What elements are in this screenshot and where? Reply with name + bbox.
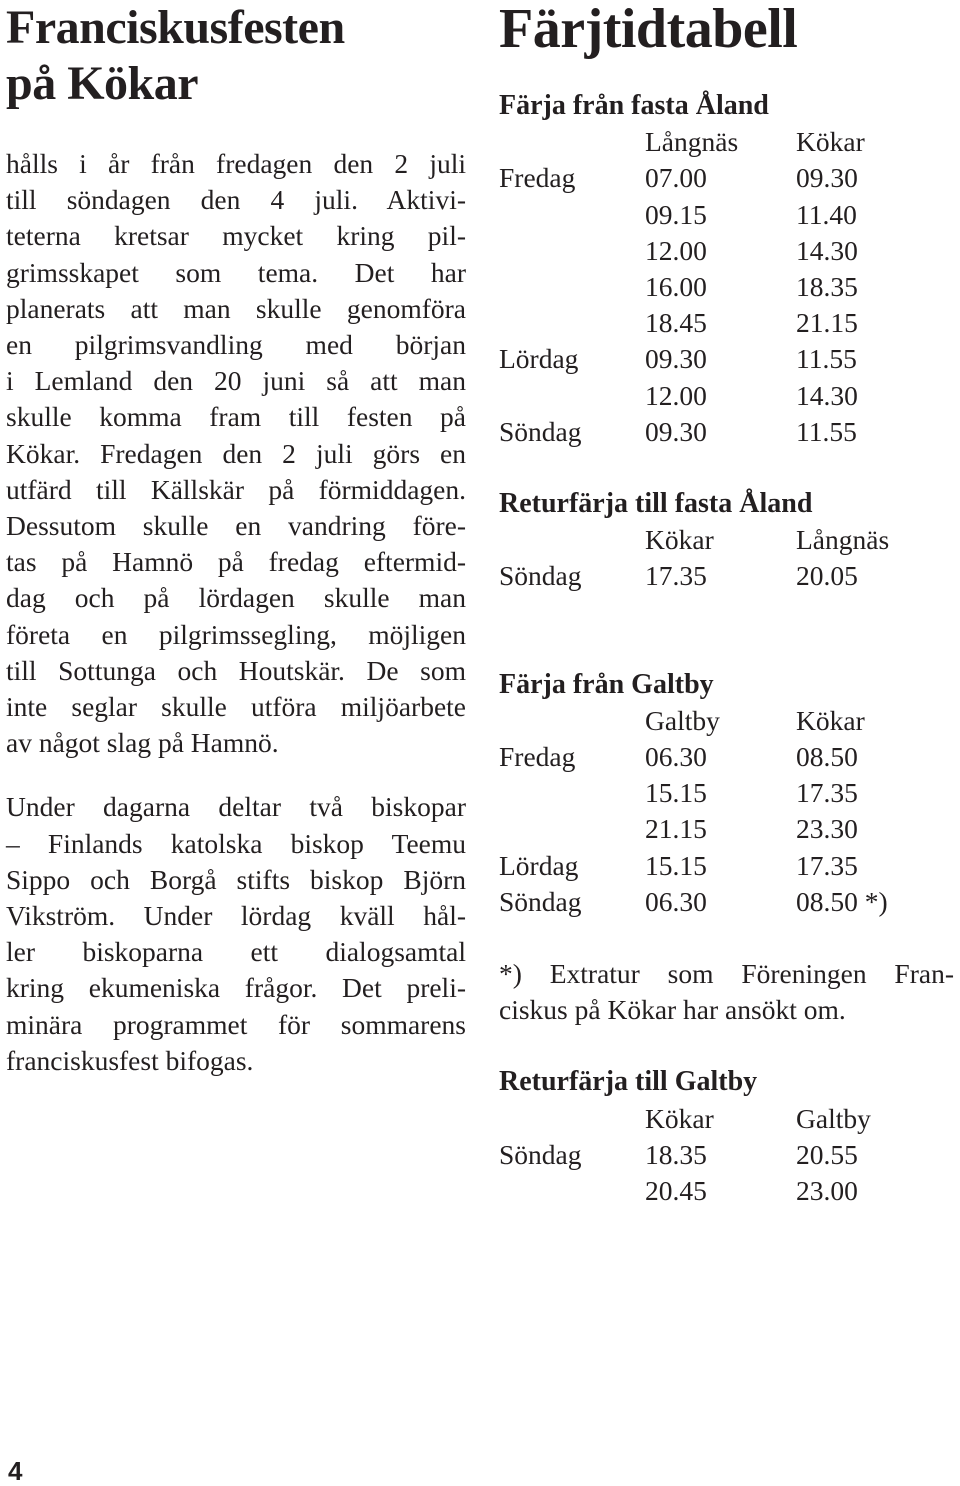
paragraph-line: Kökar. Fredagen den 2 juli görs en: [6, 437, 466, 469]
paragraph-line: Sippo och Borgå stifts biskop Björn: [6, 863, 466, 895]
section-heading: Färja från Galtby: [499, 668, 714, 700]
paragraph-line: planerats att man skulle genomföra: [6, 292, 466, 324]
time-cell: 12.00: [645, 234, 707, 266]
day-cell: Fredag: [499, 741, 576, 773]
timetable-row: [499, 775, 954, 811]
paragraph-line: ler biskoparna ett dialogsamtal: [6, 936, 466, 968]
page-number: 4: [8, 1456, 23, 1486]
day-cell: Söndag: [499, 560, 582, 592]
timetable-row: [499, 233, 954, 269]
timetable-row: [499, 378, 954, 414]
time-cell: 08.50: [796, 741, 858, 773]
time-cell: 09.30: [645, 343, 707, 375]
timetable-row: [499, 1137, 954, 1173]
footnote-line: ciskus på Kökar har ansökt om.: [499, 994, 846, 1026]
timetable-row: [499, 269, 954, 305]
time-cell: 12.00: [645, 379, 707, 411]
article-title-line-1: Franciskusfesten: [6, 1, 345, 54]
timetable-sections: [499, 88, 954, 1209]
paragraph-line: grimsskapet som tema. Det har: [6, 256, 466, 288]
time-cell: 20.45: [645, 1175, 707, 1207]
time-cell: 06.30: [645, 741, 707, 773]
timetable-title: Färjtidtabell: [499, 0, 798, 60]
paragraph-line: av något slag på Hamnö.: [6, 727, 279, 759]
time-cell: Galtby: [645, 704, 720, 736]
day-cell: [499, 269, 645, 305]
day-cell: [499, 305, 645, 341]
day-cell: Söndag: [499, 885, 582, 917]
paragraph-line: inte seglar skulle utföra miljöarbete: [6, 691, 466, 723]
paragraph-line: franciskusfest bifogas.: [6, 1044, 254, 1076]
time-cell: 08.50 *): [796, 885, 888, 917]
time-cell: 18.35: [796, 271, 858, 303]
timetable-row: [499, 160, 954, 196]
timetable-row: [499, 558, 954, 594]
time-cell: 18.45: [645, 307, 707, 339]
paragraph-line: tas på Hamnö på fredag eftermid-: [6, 546, 466, 578]
paragraph-line: Under dagarna deltar två biskopar: [6, 791, 466, 823]
time-cell: 17.35: [645, 560, 707, 592]
day-cell: Lördag: [499, 849, 579, 881]
day-cell: [499, 1101, 645, 1137]
timetable-row: [499, 739, 954, 775]
time-cell: 17.35: [796, 777, 858, 809]
footnote: [499, 956, 954, 1028]
time-cell: Kökar: [796, 704, 865, 736]
day-cell: [499, 703, 645, 739]
timetable-section: [499, 486, 954, 595]
time-cell: 23.00: [796, 1175, 858, 1207]
paragraph-line: till Sottunga och Houtskär. De som: [6, 654, 466, 686]
ferry-timetable: [499, 0, 954, 1209]
paragraph-line: företa en pilgrimssegling, möjligen: [6, 618, 466, 650]
paragraph-line: dag och på lördagen skulle man: [6, 582, 466, 614]
time-cell: Galtby: [796, 1102, 871, 1134]
article-column: [6, 0, 466, 1107]
paragraph-line: en pilgrimsvandling med början: [6, 329, 466, 361]
day-cell: [499, 775, 645, 811]
time-cell: 14.30: [796, 379, 858, 411]
paragraph-line: teterna kretsar mycket kring pil-: [6, 220, 466, 252]
time-cell: 20.05: [796, 560, 858, 592]
time-cell: Långnäs: [796, 524, 890, 556]
time-cell: Kökar: [645, 1102, 714, 1134]
time-cell: 23.30: [796, 813, 858, 845]
timetable-section: [499, 88, 954, 450]
day-cell: [499, 124, 645, 160]
time-cell: 06.30: [645, 885, 707, 917]
time-cell: 11.40: [796, 198, 857, 230]
paragraph-line: kring ekumeniska frågor. Det preli-: [6, 972, 466, 1004]
section-heading: Returfärja till Galtby: [499, 1066, 758, 1098]
time-cell: 09.15: [645, 198, 707, 230]
time-cell: 11.55: [796, 415, 857, 447]
column-header-row: [499, 124, 954, 160]
paragraph-line: – Finlands katolska biskop Teemu: [6, 827, 466, 859]
time-cell: 15.15: [645, 849, 707, 881]
time-cell: 17.35: [796, 849, 858, 881]
time-cell: Kökar: [645, 524, 714, 556]
timetable-row: [499, 1173, 954, 1209]
paragraph-line: i Lemland den 20 juni så att man: [6, 365, 466, 397]
time-cell: 09.30: [796, 162, 858, 194]
timetable-row: [499, 848, 954, 884]
timetable-row: [499, 884, 954, 920]
timetable-row: [499, 341, 954, 377]
section-heading: Returfärja till fasta Åland: [499, 488, 813, 520]
article-title-line-2: på Kökar: [6, 57, 199, 110]
time-cell: 21.15: [645, 813, 707, 845]
day-cell: [499, 233, 645, 269]
time-cell: Långnäs: [645, 126, 739, 158]
time-cell: 09.30: [645, 415, 707, 447]
timetable-row: [499, 305, 954, 341]
day-cell: [499, 378, 645, 414]
day-cell: [499, 522, 645, 558]
day-cell: Lördag: [499, 343, 579, 375]
section-heading: Färja från fasta Åland: [499, 90, 769, 121]
time-cell: 14.30: [796, 234, 858, 266]
day-cell: [499, 197, 645, 233]
time-cell: 07.00: [645, 162, 707, 194]
paragraph-line: hålls i år från fredagen den 2 juli: [6, 148, 466, 179]
day-cell: Söndag: [499, 1138, 582, 1170]
time-cell: 16.00: [645, 271, 707, 303]
time-cell: Kökar: [796, 126, 865, 158]
paragraph-line: Vikström. Under lördag kväll hål-: [6, 900, 466, 932]
day-cell: [499, 1173, 645, 1209]
footnote-line: *) Extratur som Föreningen Fran-: [499, 958, 954, 990]
timetable-row: [499, 811, 954, 847]
paragraph-line: Dessutom skulle en vandring före-: [6, 510, 466, 542]
timetable-section: [499, 667, 954, 920]
column-header-row: [499, 522, 954, 558]
column-header-row: [499, 1101, 954, 1137]
article-paragraph: [6, 146, 466, 761]
paragraph-line: till söndagen den 4 juli. Aktivi-: [6, 184, 466, 216]
time-cell: 18.35: [645, 1138, 707, 1170]
paragraph-line: utfärd till Källskär på förmiddagen.: [6, 473, 466, 505]
time-cell: 15.15: [645, 777, 707, 809]
paragraph-line: skulle komma fram till festen på: [6, 401, 466, 433]
day-cell: [499, 811, 645, 847]
column-header-row: [499, 703, 954, 739]
timetable-row: [499, 414, 954, 450]
day-cell: Fredag: [499, 162, 576, 194]
day-cell: Söndag: [499, 415, 582, 447]
timetable-section: [499, 1064, 954, 1209]
article-paragraph: [6, 789, 466, 1079]
timetable-row: [499, 197, 954, 233]
article-title: [6, 0, 466, 112]
time-cell: 21.15: [796, 307, 858, 339]
time-cell: 20.55: [796, 1138, 858, 1170]
paragraph-line: minära programmet för sommarens: [6, 1008, 466, 1040]
time-cell: 11.55: [796, 343, 857, 375]
article-body: [6, 146, 466, 1079]
